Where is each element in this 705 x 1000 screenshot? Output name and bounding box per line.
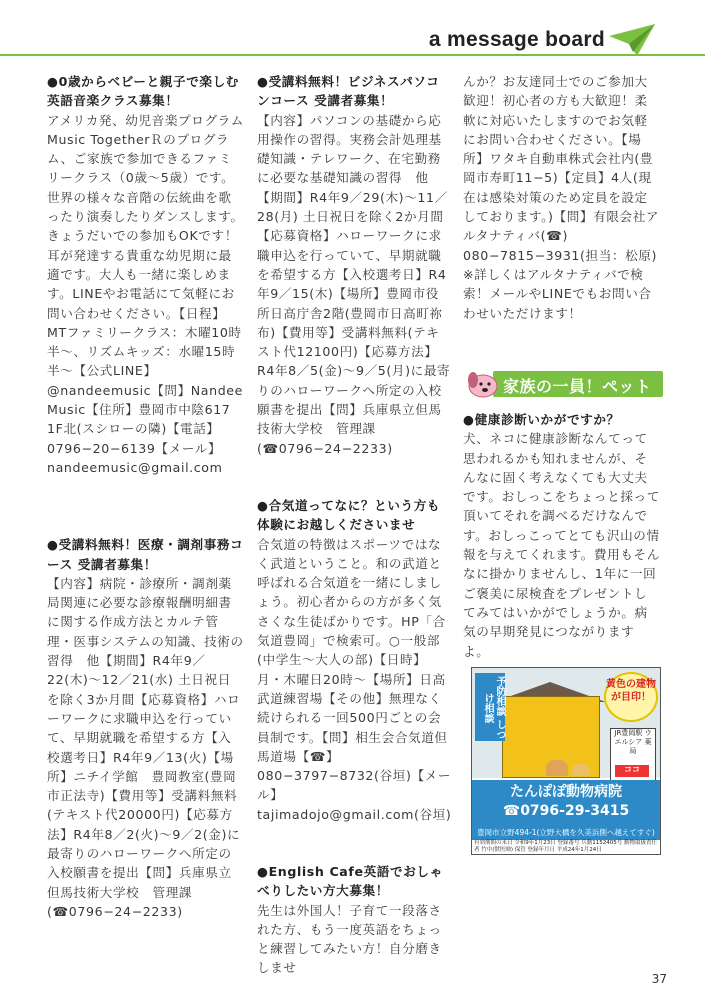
ad-phone: ☎0796-29-3415 — [502, 803, 630, 819]
article-title: ●健康診断いかがですか？ — [463, 412, 620, 427]
ad-name-band — [472, 780, 660, 826]
ad-clinic-name: たんぽぽ動物病院 — [510, 784, 622, 800]
ad-map-mark-label: ココ — [624, 765, 640, 774]
article-body: アメリカ発、幼児音楽プログラムMusic TogetherＲのプログラム、ご家族で参加できるファミリークラス（0歳〜5歳）です。世界の様々な音階の伝統曲を歌ったり演奏したりダンスします。きょうだいでの参加もOKです！耳が発達する貴重な幼児期に最適です。大人も一緒に楽しめます。LINEやお電話にて気軽にお問い合わせください。【日程】MTファミリークラス：木曜10時半〜、リズムキッズ：水曜15時半〜【公式LINE】@nandeemusic【問】Nandee Music【住所】豊岡市中陰617 1F北(スシローの隣)【電話】0796−20−6139【メール】nandeemusic@gmail.com — [47, 112, 244, 475]
article-body-continued: んか？お友達同士でのご参加大歓迎！初心者の方も大歓迎！柔軟に対応いたしますのでお気軽にお問い合わせください。【場所】ワタキ自動車株式会社内(豊岡市寿町11−5)【定員】4人(現在は感染対策のため定員を設定しております。)【問】有限会社アルタナティバ(☎) 080−7815−3931(担当：松原) ※詳しくはアルタナティバで検索！メールやLINEでもお問い合わせいただけます！ — [463, 74, 660, 321]
ad-landmark-bubble: 黄色の建物が目印！ — [604, 672, 658, 722]
header-rule — [0, 54, 705, 56]
column-3 — [463, 72, 660, 323]
pet-article-column — [463, 410, 660, 661]
article-aikido — [257, 496, 452, 824]
article-body: 合気道の特徴はスポーツではなく武道ということ。和の武道と呼ばれる合気道を一緒にしましょう。初心者からの方が多く気さくな生徒ばかりです。HP「合気道豊岡」で検索可。○一般部(中学生〜大人の部)【日時】月・木曜日20時〜【場所】日高武道練習場【その他】無理なく続けられる一回500円ごとの会員制です。【問】相生会合気道但馬道場【☎】080−3797−8732(谷垣)【メール】tajimadojo@gmail.com(谷垣) — [257, 536, 452, 822]
article-title: ●合気道ってなに？という方も体験にお越しくださいませ — [257, 497, 441, 533]
column-1 — [47, 72, 244, 921]
ad-legal-text: 有効期間の末日 令和9年1月23日 登録番号 兵動1152405号 動物取扱責任者 竹中(獣医師) 保管 登録年月日 平成24年1月24日 — [474, 840, 657, 853]
article-body: 先生は外国人！子育て一段落された方、もう一度英語をちょっと練習してみたい方！自分磨きしませ — [257, 902, 442, 976]
article-title: ●受講料無料！ビジネスパソコンコース 受講者募集！ — [257, 74, 440, 109]
ad-address: 豊岡市立野494-1(立野大橋を久美浜側へ越えてすぐ) — [472, 826, 660, 840]
article-pet-health — [463, 410, 660, 661]
paper-plane-icon — [607, 22, 657, 58]
article-body: 【内容】パソコンの基礎から応用操作の習得。実務会計処理基礎知識・テレワーク、在宅勤務に必要な基礎知識の習得 他【期間】R4年9／29(木)〜11／28(月) 土日祝日を除く2か月間【応募資格】ハローワークに求職申込を行っていて、早期就職を希望する方【入校選考日】R4年9／15(木)【場所】豊岡市役所日高庁舎2階(豊岡市日高町祢布)【費用等】受講料無料(テキスト代12100円)【応募方法】R4年8／5(金)〜9／5(月)に最寄りのハローワークへ所定の入校願書を提出【問】兵庫県立但馬技術大学校 管理課(☎0796−24−2233) — [257, 112, 451, 456]
vet-clinic-ad — [471, 667, 661, 855]
article-body: 犬、ネコに健康診断なんてって思われるかも知れませんが、そんなに固く考えなくても大丈夫です。おしっこをちょっと採って頂いてそれを調べるだけなんです。おしっこってとても沢山の情報を与えてくれます。費用もそんなに掛かりませんし、1年に一回ご褒美に尿検査をプレゼントしてみてはいかがでしょうか。病気の早期発見につながりますよ。 — [463, 431, 660, 659]
ad-map-label: JR豊岡駅 ウエルシア 薬局 — [614, 729, 652, 755]
page-number: 37 — [651, 972, 667, 986]
pet-section-label: 家族の一員！ペット — [503, 377, 652, 396]
article-title: ●受講料無料！医療・調剤事務コース 受講者募集！ — [47, 537, 244, 572]
cat-illustration — [572, 764, 590, 776]
article-pc-course — [257, 72, 452, 458]
pet-section-banner — [465, 368, 665, 400]
column-2 — [257, 72, 452, 978]
article-medical-course — [47, 535, 244, 921]
dog-icon — [465, 368, 505, 400]
cat-illustration — [546, 760, 568, 776]
article-title: ●0歳からベビーと親子で楽しむ英語音楽クラス募集！ — [47, 74, 239, 109]
article-english-cafe — [257, 862, 452, 978]
article-title: ●English Cafe英語でおしゃべりしたい方大募集！ — [257, 863, 443, 899]
article-baby-music — [47, 72, 244, 477]
ad-map-mark — [615, 765, 649, 777]
ad-ribbon: 予防相談 しつけ相談 — [475, 673, 505, 741]
article-body: 【内容】病院・診療所・調剤薬局関連に必要な診療報酬明細書に関する作成方法とカルテ管理・医事システムの知識、技術の習得 他【期間】R4年9／22(木)〜12／21(水) 土日祝日を除く3か月間【応募資格】ハローワークに求職申込を行っていて、早期就職を希望する方【入校選考日】R4年9／13(火)【場所】ニチイ学館 豊岡教室(豊岡市正法寺)【費用等】受講料無料(テキスト代20000円)【応募方法】R4年8／2(火)〜9／2(金)に最寄りのハローワークへ所定の入校願書を提出【問】兵庫県立但馬技術大学校 管理課(☎0796−24−2233) — [47, 575, 244, 919]
page-title: a message board — [428, 28, 605, 51]
